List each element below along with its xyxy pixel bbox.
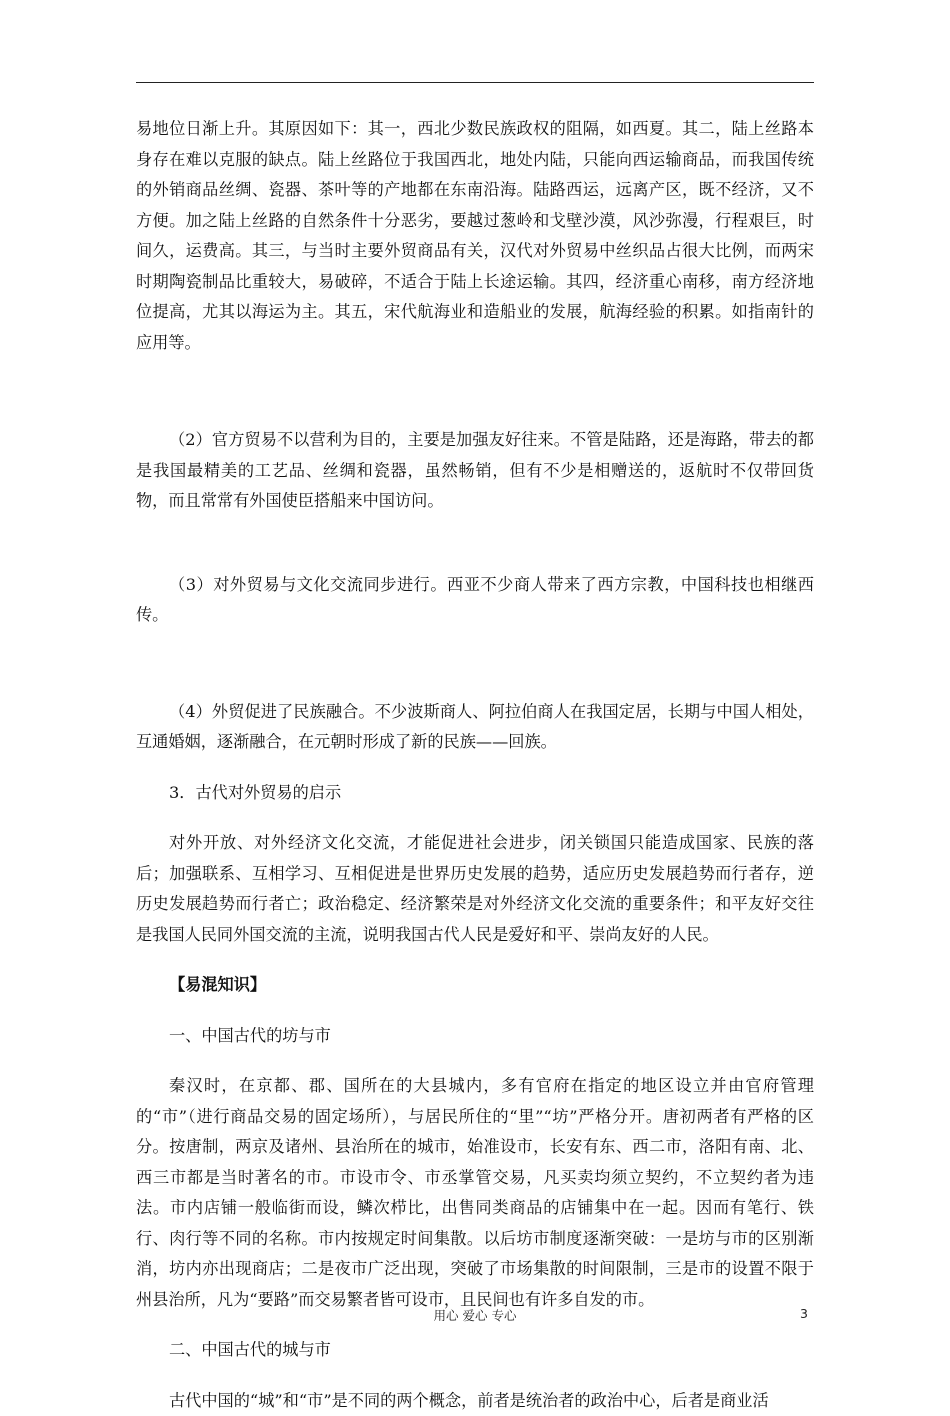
paragraph-point-4: （4）外贸促进了民族融合。不少波斯商人、阿拉伯商人在我国定居，长期与中国人相处，互通婚姻，逐渐融合，在元朝时形成了新的民族——回族。: [136, 697, 814, 758]
subheading-cheng-shi: 二、中国古代的城与市: [136, 1335, 814, 1366]
page-footer: [0, 1304, 950, 1326]
section-heading-confusable: 【易混知识】: [136, 970, 814, 1001]
page-number: 3: [800, 1306, 808, 1321]
paragraph-point-2: （2）官方贸易不以营利为目的，主要是加强友好往来。不管是陆路，还是海路，带去的都是我国最精美的工艺品、丝绸和瓷器，虽然畅销，但有不少是相赠送的，返航时不仅带回货物，而且常常有外国使臣搭船来中国访问。: [136, 425, 814, 517]
header-rule: [136, 82, 814, 83]
paragraph-trade-reasons: 易地位日渐上升。其原因如下：其一，西北少数民族政权的阻隔，如西夏。其二，陆上丝路本身存在难以克服的缺点。陆上丝路位于我国西北，地处内陆，只能向西运输商品，而我国传统的外销商品丝绸、瓷器、茶叶等的产地都在东南沿海。陆路西运，远离产区，既不经济，又不方便。加之陆上丝路的自然条件十分恶劣，要越过葱岭和戈壁沙漠，风沙弥漫，行程艰巨，时间久，运费高。其三，与当时主要外贸商品有关，汉代对外贸易中丝织品占很大比例，而两宋时期陶瓷制品比重较大，易破碎，不适合于陆上长途运输。其四，经济重心南移，南方经济地位提高，尤其以海运为主。其五，宋代航海业和造船业的发展，航海经验的积累。如指南针的应用等。: [136, 114, 814, 358]
footer-motto: 用心 爱心 专心: [380, 1306, 570, 1324]
paragraph-cheng-shi: 古代中国的“城”和“市”是不同的两个概念，前者是统治者的政治中心，后者是商业活: [136, 1386, 814, 1416]
section-heading-3: 3．古代对外贸易的启示: [136, 778, 814, 809]
paragraph-lessons: 对外开放、对外经济文化交流，才能促进社会进步，闭关锁国只能造成国家、民族的落后；加强联系、互相学习、互相促进是世界历史发展的趋势，适应历史发展趋势而行者存，逆历史发展趋势而行者亡；政治稳定、经济繁荣是对外经济文化交流的重要条件；和平友好交往是我国人民同外国交流的主流，说明我国古代人民是爱好和平、崇尚友好的人民。: [136, 828, 814, 950]
subheading-fang-shi: 一、中国古代的坊与市: [136, 1021, 814, 1052]
paragraph-fang-shi: 秦汉时，在京都、郡、国所在的大县城内，多有官府在指定的地区设立并由官府管理的“市”（进行商品交易的固定场所），与居民所住的“里”“坊”严格分开。唐初两者有严格的区分。按唐制，两京及诸州、县治所在的城市，始准设市，长安有东、西二市，洛阳有南、北、西三市都是当时著名的市。市设市令、市丞掌管交易，凡买卖均须立契约，不立契约者为违法。市内店铺一般临街而设，鳞次栉比，出售同类商品的店铺集中在一起。因而有笔行、铁行、肉行等不同的名称。市内按规定时间集散。以后坊市制度逐渐突破：一是坊与市的区别渐消，坊内亦出现商店；二是夜市广泛出现，突破了市场集散的时间限制，三是市的设置不限于州县治所，凡为“要路”而交易繁者皆可设市，且民间也有许多自发的市。: [136, 1071, 814, 1315]
paragraph-point-3: （3）对外贸易与文化交流同步进行。西亚不少商人带来了西方宗教，中国科技也相继西传。: [136, 570, 814, 631]
document-body: [136, 114, 814, 1416]
